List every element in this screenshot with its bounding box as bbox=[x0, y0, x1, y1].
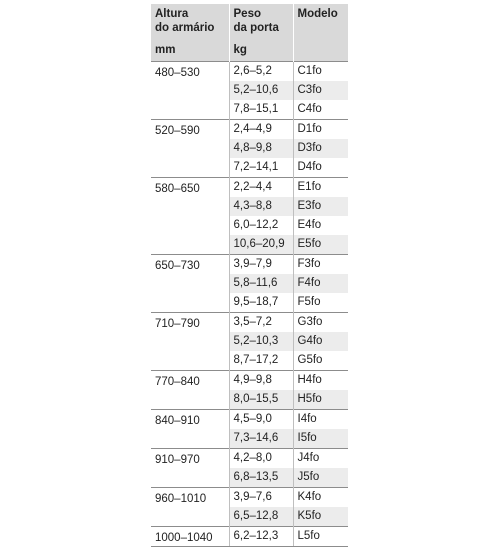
door-weight-cell: 3,5–7,2 bbox=[229, 313, 293, 333]
table-row bbox=[151, 178, 348, 198]
model-selection-table-container bbox=[151, 4, 348, 547]
door-weight-cell: 4,2–8,0 bbox=[229, 449, 293, 469]
model-cell: E5fo bbox=[293, 235, 348, 255]
header-weight-line1: Peso bbox=[233, 8, 261, 20]
header-row bbox=[151, 4, 348, 62]
cabinet-height-cell: 650–730 bbox=[151, 255, 229, 313]
model-cell: G4fo bbox=[293, 332, 348, 351]
model-cell: G5fo bbox=[297, 354, 323, 366]
door-weight-cell: 6,5–12,8 bbox=[229, 507, 293, 527]
door-weight-cell: 4,9–9,8 bbox=[229, 371, 293, 391]
model-cell: D4fo bbox=[297, 161, 322, 173]
door-weight-cell: 2,2–4,4 bbox=[229, 178, 293, 198]
door-weight-cell: 2,6–5,2 bbox=[229, 62, 293, 82]
table-row bbox=[151, 255, 348, 275]
door-weight-cell: 4,8–9,8 bbox=[229, 139, 293, 158]
door-weight-cell: 6,8–13,5 bbox=[229, 468, 293, 488]
table-row bbox=[151, 488, 348, 508]
model-cell: J5fo bbox=[293, 468, 348, 488]
table-row bbox=[151, 62, 348, 82]
header-weight-line2: da porta bbox=[233, 22, 279, 34]
table-row bbox=[151, 449, 348, 469]
door-weight-cell: 4,5–9,0 bbox=[229, 410, 293, 430]
model-cell: L5fo bbox=[293, 527, 348, 547]
model-cell: I5fo bbox=[293, 429, 348, 449]
model-cell: E1fo bbox=[293, 178, 348, 198]
door-weight-cell: 2,4–4,9 bbox=[229, 120, 293, 140]
cabinet-height-cell: 910–970 bbox=[151, 449, 229, 488]
cabinet-height-cell: 960–1010 bbox=[151, 488, 229, 527]
model-cell: D3fo bbox=[293, 139, 348, 158]
cabinet-height-cell: 770–840 bbox=[151, 371, 229, 410]
model-cell: G3fo bbox=[293, 313, 348, 333]
model-cell: I4fo bbox=[293, 410, 348, 430]
cabinet-height-cell: 480–530 bbox=[151, 62, 229, 120]
door-weight-cell: 10,6–20,9 bbox=[229, 235, 293, 255]
header-cabinet-height bbox=[151, 4, 229, 62]
model-cell: F4fo bbox=[293, 274, 348, 293]
header-height-unit: mm bbox=[155, 44, 176, 56]
table-row bbox=[151, 313, 348, 333]
model-selection-table bbox=[151, 4, 348, 547]
table-row bbox=[151, 527, 348, 547]
door-weight-cell: 8,7–17,2 bbox=[229, 351, 293, 371]
door-weight-cell: 5,2–10,3 bbox=[229, 332, 293, 351]
model-cell: F5fo bbox=[297, 296, 321, 308]
table-row bbox=[151, 371, 348, 391]
door-weight-cell: 5,2–10,6 bbox=[229, 81, 293, 100]
model-cell: F3fo bbox=[293, 255, 348, 275]
model-cell: E4fo bbox=[297, 219, 322, 231]
table-body bbox=[151, 62, 348, 547]
model-cell: H4fo bbox=[293, 371, 348, 391]
table-row bbox=[151, 120, 348, 140]
cabinet-height-cell: 710–790 bbox=[151, 313, 229, 371]
door-weight-cell: 7,2–14,1 bbox=[229, 158, 293, 178]
table-row bbox=[151, 410, 348, 430]
table-header bbox=[151, 4, 348, 62]
cabinet-height-cell: 520–590 bbox=[151, 120, 229, 178]
door-weight-cell: 6,2–12,3 bbox=[229, 527, 293, 547]
door-weight-cell: 9,5–18,7 bbox=[229, 293, 293, 313]
model-cell: J4fo bbox=[293, 449, 348, 469]
model-cell: E3fo bbox=[293, 197, 348, 216]
door-weight-cell: 7,3–14,6 bbox=[229, 429, 293, 449]
door-weight-cell: 3,9–7,9 bbox=[229, 255, 293, 275]
model-cell: C4fo bbox=[297, 103, 322, 115]
door-weight-cell: 8,0–15,5 bbox=[229, 390, 293, 410]
header-door-weight bbox=[229, 4, 293, 62]
model-cell: H5fo bbox=[293, 390, 348, 410]
door-weight-cell: 3,9–7,6 bbox=[229, 488, 293, 508]
model-cell: C3fo bbox=[293, 81, 348, 100]
door-weight-cell: 4,3–8,8 bbox=[229, 197, 293, 216]
model-cell: D1fo bbox=[293, 120, 348, 140]
door-weight-cell: 7,8–15,1 bbox=[229, 100, 293, 120]
door-weight-cell: 6,0–12,2 bbox=[229, 216, 293, 235]
header-height-line2: do armário bbox=[155, 22, 215, 34]
model-cell: C1fo bbox=[293, 62, 348, 82]
header-height-line1: Altura bbox=[155, 8, 189, 20]
header-weight-unit: kg bbox=[233, 44, 247, 56]
door-weight-cell: 5,8–11,6 bbox=[229, 274, 293, 293]
header-model bbox=[293, 4, 348, 62]
model-cell: K4fo bbox=[293, 488, 348, 508]
header-model-label: Modelo bbox=[297, 8, 338, 20]
cabinet-height-cell: 1000–1040 bbox=[151, 527, 229, 547]
cabinet-height-cell: 840–910 bbox=[151, 410, 229, 449]
cabinet-height-cell: 580–650 bbox=[151, 178, 229, 255]
model-cell: K5fo bbox=[293, 507, 348, 527]
